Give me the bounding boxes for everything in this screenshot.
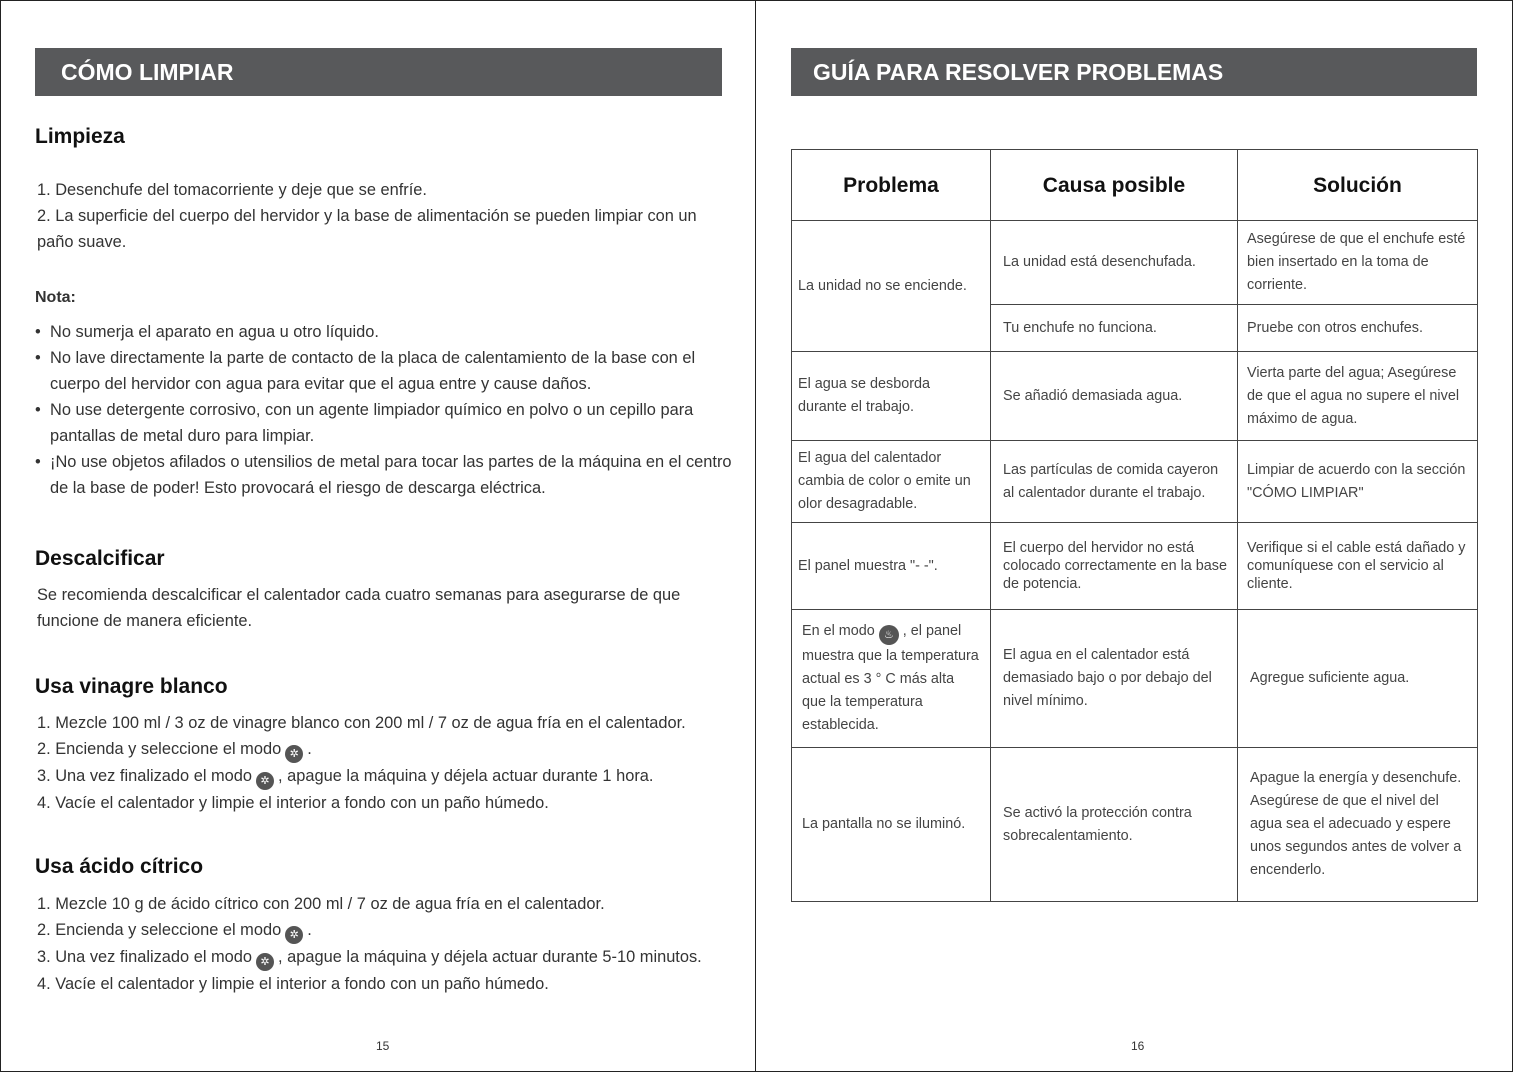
cause-cell: El agua en el calentador está demasiado bajo o por debajo del nivel mínimo. — [991, 610, 1238, 748]
problem-text-end: , el panel muestra que la temperatura actual es 3 ° C más alta que la temperatura establecida. — [802, 623, 979, 733]
cause-cell: Tu enchufe no funciona. — [991, 305, 1238, 352]
kettle-mode-icon: ♨ — [879, 625, 899, 645]
descale-mode-icon: ✲ — [285, 745, 303, 763]
header-cause: Causa posible — [991, 150, 1238, 221]
vinegar-step-2 — [37, 736, 749, 763]
page-cleaning — [0, 0, 756, 1072]
table-row — [792, 221, 1478, 305]
table-row — [792, 748, 1478, 902]
citric-step-2 — [37, 917, 727, 944]
problem-cell: El agua del calentador cambia de color o emite un olor desagradable. — [792, 441, 991, 523]
descale-mode-icon: ✲ — [256, 772, 274, 790]
table-row — [792, 523, 1478, 610]
heading-limpieza: Limpieza — [35, 125, 125, 148]
citric-step-2-end: . — [307, 921, 312, 939]
note-bullet-4: • ¡No use objetos afilados o utensilios de metal para tocar las partes de la máquina en el centro de la base de poder! Esto provocará el riesgo de descarga eléctrica. — [35, 449, 745, 501]
solution-cell: Apague la energía y desenchufe. Asegúrese de que el nivel del agua sea el adecuado y espere unos segundos antes de volver a encenderlo. — [1238, 748, 1478, 902]
table-header-row — [792, 150, 1478, 221]
descale-text: Se recomienda descalcificar el calentador cada cuatro semanas para asegurarse de que funcione de manera eficiente. — [37, 586, 681, 630]
descale-mode-icon: ✲ — [256, 953, 274, 971]
heading-descalcificar: Descalcificar — [35, 547, 165, 570]
solution-cell: Vierta parte del agua; Asegúrese de que el agua no supere el nivel máximo de agua. — [1238, 352, 1478, 441]
citric-step-3 — [37, 944, 727, 971]
page-number-16: 16 — [1131, 1039, 1145, 1053]
note-bullet-1: • No sumerja el aparato en agua u otro líquido. — [35, 319, 745, 345]
problem-cell: La unidad no se enciende. — [792, 221, 991, 352]
heading-acido-citrico: Usa ácido cítrico — [35, 855, 204, 878]
cause-cell: Las partículas de comida cayeron al calentador durante el trabajo. — [991, 441, 1238, 523]
problem-cell: El panel muestra "- -". — [792, 523, 991, 610]
table-row — [792, 352, 1478, 441]
solution-cell: Limpiar de acuerdo con la sección "CÓMO LIMPIAR" — [1238, 441, 1478, 523]
header-problem: Problema — [792, 150, 991, 221]
citric-step-2-text: 2. Encienda y seleccione el modo — [37, 921, 282, 939]
page-number-15: 15 — [376, 1039, 390, 1053]
vinegar-step-2-text: 2. Encienda y seleccione el modo — [37, 740, 282, 758]
solution-cell: Pruebe con otros enchufes. — [1238, 305, 1478, 352]
vinegar-step-3-text: 3. Una vez finalizado el modo — [37, 767, 253, 785]
table-row — [792, 610, 1478, 748]
note-bullet-3: • No use detergente corrosivo, con un agente limpiador químico en polvo o un cepillo para pantallas de metal duro para limpiar. — [35, 397, 745, 449]
descale-mode-icon: ✲ — [285, 926, 303, 944]
problem-cell — [792, 610, 991, 748]
solution-cell: Agregue suficiente agua. — [1238, 610, 1478, 748]
troubleshooting-table — [791, 149, 1478, 902]
vinegar-step-3-end: , apague la máquina y déjela actuar durante 1 hora. — [278, 767, 654, 785]
cause-cell: El cuerpo del hervidor no está colocado correctamente en la base de potencia. — [991, 523, 1238, 610]
citric-step-1: 1. Mezcle 10 g de ácido cítrico con 200 ml / 7 oz de agua fría en el calentador. — [37, 895, 605, 913]
problem-text-start: En el modo — [802, 623, 875, 639]
citric-steps — [37, 891, 727, 997]
cause-cell: Se añadió demasiada agua. — [991, 352, 1238, 441]
banner-guia-problemas: GUÍA PARA RESOLVER PROBLEMAS — [791, 48, 1477, 96]
citric-step-4: 4. Vacíe el calentador y limpie el interior a fondo con un paño húmedo. — [37, 975, 549, 993]
problem-cell: La pantalla no se iluminó. — [792, 748, 991, 902]
vinegar-steps — [37, 710, 749, 816]
citric-step-3-end: , apague la máquina y déjela actuar durante 5-10 minutos. — [278, 948, 702, 966]
note-label: Nota: — [35, 289, 76, 306]
cleaning-steps — [37, 177, 747, 255]
cleaning-step-2: 2. La superficie del cuerpo del hervidor y la base de alimentación se pueden limpiar con un paño suave. — [37, 207, 697, 251]
citric-step-3-text: 3. Una vez finalizado el modo — [37, 948, 253, 966]
cause-cell: Se activó la protección contra sobrecalentamiento. — [991, 748, 1238, 902]
cleaning-step-1: 1. Desenchufe del tomacorriente y deje que se enfríe. — [37, 181, 427, 199]
page-troubleshooting — [755, 0, 1513, 1072]
solution-cell: Asegúrese de que el enchufe esté bien insertado en la toma de corriente. — [1238, 221, 1478, 305]
solution-cell: Verifique si el cable está dañado y comuníquese con el servicio al cliente. — [1238, 523, 1478, 610]
cause-cell: La unidad está desenchufada. — [991, 221, 1238, 305]
banner-como-limpiar: CÓMO LIMPIAR — [35, 48, 722, 96]
vinegar-step-1: 1. Mezcle 100 ml / 3 oz de vinagre blanco con 200 ml / 7 oz de agua fría en el calentador. — [37, 714, 686, 732]
vinegar-step-3 — [37, 763, 749, 790]
vinegar-step-2-end: . — [307, 740, 312, 758]
note-bullets — [35, 319, 745, 501]
table-row — [792, 441, 1478, 523]
problem-cell: El agua se desborda durante el trabajo. — [792, 352, 991, 441]
heading-vinagre: Usa vinagre blanco — [35, 675, 228, 698]
vinegar-step-4: 4. Vacíe el calentador y limpie el interior a fondo con un paño húmedo. — [37, 794, 549, 812]
header-solution: Solución — [1238, 150, 1478, 221]
note-bullet-2: • No lave directamente la parte de contacto de la placa de calentamiento de la base con el cuerpo del hervidor con agua para evitar que el agua entre y cause daños. — [35, 345, 745, 397]
